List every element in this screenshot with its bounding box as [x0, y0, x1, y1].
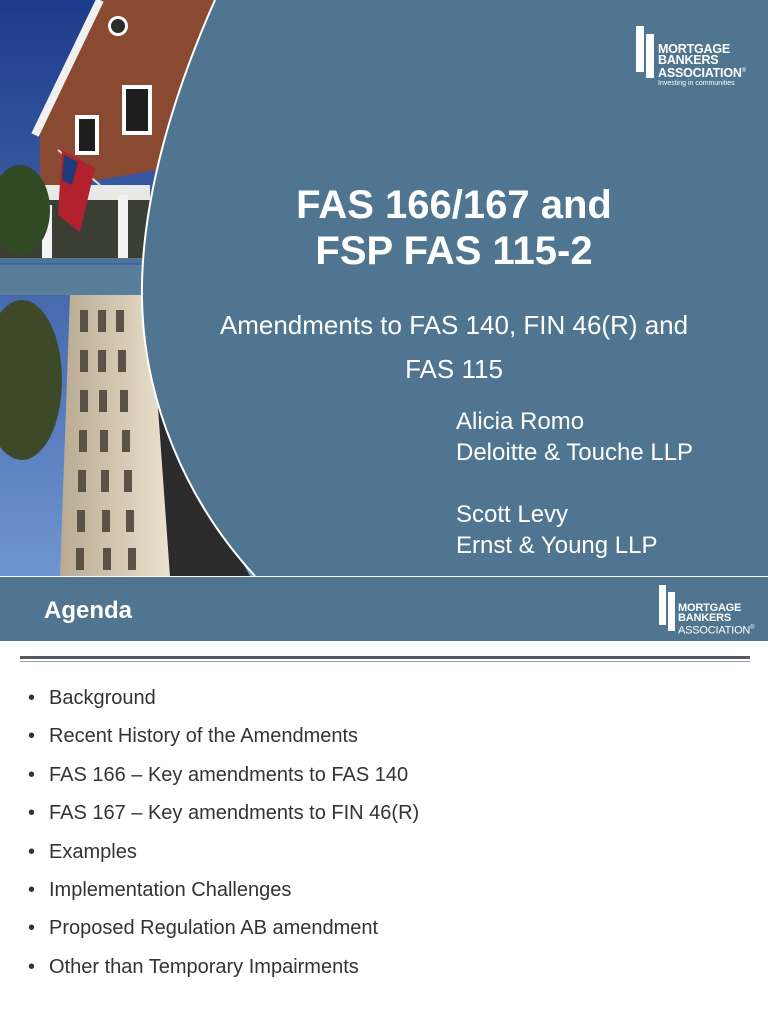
agenda-slide	[0, 577, 768, 1024]
bullet-icon: •	[28, 840, 36, 863]
divider-rule	[20, 656, 750, 659]
list-item	[28, 687, 419, 725]
agenda-title: Agenda	[44, 597, 133, 624]
list-item-text: FAS 166 – Key amendments to FAS 140	[49, 763, 409, 786]
list-item	[28, 841, 419, 879]
list-item	[28, 879, 419, 917]
slide-title	[140, 182, 768, 274]
list-item	[28, 725, 419, 763]
logo-line-bankers: BANKERS	[678, 612, 731, 624]
presenter-name: Scott Levy	[456, 501, 569, 528]
mba-logo	[634, 26, 746, 88]
mba-logo	[658, 585, 754, 636]
presenters	[456, 406, 693, 561]
list-item	[28, 956, 419, 994]
presenter-firm: Deloitte & Touche LLP	[456, 439, 694, 466]
list-item	[28, 802, 419, 840]
logo-line-mortgage: MORTGAGE	[658, 42, 731, 56]
agenda-list	[28, 687, 419, 994]
building-photo-illustration	[0, 0, 300, 576]
bullet-icon: •	[28, 878, 36, 901]
building-photo	[0, 0, 300, 576]
logo-tagline: Investing in communities	[658, 80, 735, 88]
bullet-icon: •	[28, 687, 36, 709]
list-item-text: Proposed Regulation AB amendment	[49, 917, 379, 940]
subtitle-line-2: FAS 115	[405, 354, 503, 384]
bullet-icon: •	[28, 763, 36, 786]
list-item-text: Background	[49, 687, 156, 709]
presenter-firm: Ernst & Young LLP	[456, 532, 658, 559]
presenter-name: Alicia Romo	[456, 408, 585, 435]
bullet-icon: •	[28, 917, 36, 940]
mba-logo-mark-icon	[634, 26, 656, 78]
mba-logo-mark-icon	[658, 585, 676, 631]
title-line-1: FAS 166/167 and	[296, 183, 612, 227]
list-item	[28, 917, 419, 955]
list-item-text: Implementation Challenges	[49, 878, 292, 901]
bullet-icon: •	[28, 955, 36, 978]
logo-line-bankers: BANKERS	[658, 53, 719, 67]
list-item-text: Recent History of the Amendments	[49, 725, 359, 748]
bullet-icon: •	[28, 725, 36, 748]
logo-line-mortgage: MORTGAGE	[678, 602, 742, 614]
slide-subtitle	[140, 303, 768, 391]
list-item	[28, 764, 419, 802]
agenda-header-bar	[0, 577, 768, 641]
logo-line-association: ASSOCIATION	[678, 624, 751, 637]
divider-rule	[20, 661, 750, 662]
registered-mark: ®	[741, 68, 746, 74]
bullet-icon: •	[28, 802, 36, 825]
title-line-2: FSP FAS 115-2	[315, 229, 593, 273]
subtitle-line-1: Amendments to FAS 140, FIN 46(R) and	[219, 310, 689, 340]
list-item-text: Examples	[49, 840, 137, 863]
logo-line-association: ASSOCIATION	[658, 66, 742, 81]
list-item-text: Other than Temporary Impairments	[49, 955, 359, 978]
list-item-text: FAS 167 – Key amendments to FIN 46(R)	[49, 802, 420, 825]
registered-mark: ®	[750, 625, 755, 631]
